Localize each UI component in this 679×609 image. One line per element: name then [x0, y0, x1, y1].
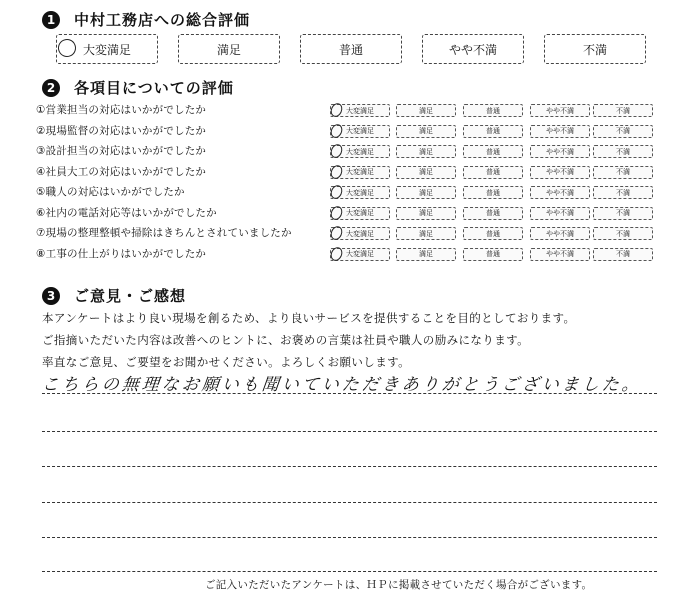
question-1-option-neutral[interactable]: 普通	[463, 104, 523, 117]
question-4-option-satisfied[interactable]: 満足	[396, 166, 456, 179]
intro-line-1: 本アンケートはより良い現場を創るため、より良いサービスを提供することを目的としております。	[42, 311, 576, 325]
question-4-option-somewhat-dissatisfied[interactable]: やや不満	[530, 166, 590, 179]
intro-line-3: 率直なご意見、ご要望をお聞かせください。よろしくお願いします。	[42, 355, 410, 369]
question-8-option-dissatisfied[interactable]: 不満	[593, 248, 653, 261]
handwritten-comment[interactable]: こちらの無理なお願いも聞いていただきありがとうございました。	[40, 375, 643, 395]
question-2-option-dissatisfied[interactable]: 不満	[593, 125, 653, 138]
question-label-7: ⑦現場の整理整頓や掃除はきちんとされていましたか	[36, 227, 292, 239]
question-7-option-neutral[interactable]: 普通	[463, 227, 523, 240]
question-label-8: ⑧工事の仕上がりはいかがでしたか	[36, 247, 207, 260]
section-title-overall: 中村工務店への総合評価	[74, 11, 251, 29]
question-1-option-satisfied[interactable]: 満足	[396, 104, 456, 117]
section-title-comments: ご意見・ご感想	[74, 287, 187, 305]
question-2-option-very-satisfied[interactable]: 大変満足	[330, 125, 390, 138]
footer-note: ご記入いただいたアンケートは、ＨＰに掲載させていただく場合がございます。	[205, 579, 593, 591]
question-2-option-somewhat-dissatisfied[interactable]: やや不満	[530, 125, 590, 138]
question-8-option-neutral[interactable]: 普通	[463, 248, 523, 261]
question-6-option-satisfied[interactable]: 満足	[396, 207, 456, 220]
overall-option-very-satisfied[interactable]: 大変満足	[56, 34, 158, 64]
question-label-3: ③設計担当の対応はいかがでしたか	[36, 145, 207, 157]
question-6-option-very-satisfied[interactable]: 大変満足	[330, 207, 390, 220]
section-title-items: 各項目についての評価	[74, 79, 234, 97]
question-2-option-neutral[interactable]: 普通	[463, 125, 523, 138]
question-1-option-very-satisfied[interactable]: 大変満足	[330, 104, 390, 117]
question-label-1: ①営業担当の対応はいかがでしたか	[36, 104, 207, 116]
question-2-option-satisfied[interactable]: 満足	[396, 125, 456, 138]
section-number-3: 3	[42, 287, 60, 305]
comment-line-4	[42, 502, 657, 503]
question-label-6: ⑥社内の電話対応等はいかがでしたか	[36, 206, 217, 219]
section-number-2: 2	[42, 79, 60, 97]
question-7-option-very-satisfied[interactable]: 大変満足	[330, 227, 390, 240]
overall-option-somewhat-dissatisfied[interactable]: やや不満	[422, 34, 524, 64]
question-3-option-neutral[interactable]: 普通	[463, 145, 523, 158]
overall-option-dissatisfied[interactable]: 不満	[544, 34, 646, 64]
question-3-option-satisfied[interactable]: 満足	[396, 145, 456, 158]
question-7-option-somewhat-dissatisfied[interactable]: やや不満	[530, 227, 590, 240]
question-5-option-neutral[interactable]: 普通	[463, 186, 523, 199]
comment-line-2	[42, 431, 657, 432]
question-6-option-dissatisfied[interactable]: 不満	[593, 207, 653, 220]
question-label-2: ②現場監督の対応はいかがでしたか	[36, 124, 207, 137]
section-items-header	[42, 77, 234, 98]
question-4-option-dissatisfied[interactable]: 不満	[593, 166, 653, 179]
question-1-option-somewhat-dissatisfied[interactable]: やや不満	[530, 104, 590, 117]
comment-line-3	[42, 466, 657, 467]
question-8-option-somewhat-dissatisfied[interactable]: やや不満	[530, 248, 590, 261]
question-6-option-somewhat-dissatisfied[interactable]: やや不満	[530, 207, 590, 220]
comment-line-6	[42, 571, 657, 572]
comment-line-5	[42, 537, 657, 538]
question-7-option-satisfied[interactable]: 満足	[396, 227, 456, 240]
question-1-option-dissatisfied[interactable]: 不満	[593, 104, 653, 117]
question-4-option-neutral[interactable]: 普通	[463, 166, 523, 179]
question-5-option-very-satisfied[interactable]: 大変満足	[330, 186, 390, 199]
question-5-option-dissatisfied[interactable]: 不満	[593, 186, 653, 199]
section-number-1: 1	[42, 11, 60, 29]
question-3-option-dissatisfied[interactable]: 不満	[593, 145, 653, 158]
overall-option-satisfied[interactable]: 満足	[178, 34, 280, 64]
question-3-option-somewhat-dissatisfied[interactable]: やや不満	[530, 145, 590, 158]
question-5-option-satisfied[interactable]: 満足	[396, 186, 456, 199]
question-6-option-neutral[interactable]: 普通	[463, 207, 523, 220]
question-4-option-very-satisfied[interactable]: 大変満足	[330, 166, 390, 179]
comment-line-1	[42, 393, 657, 394]
question-8-option-very-satisfied[interactable]: 大変満足	[330, 248, 390, 261]
question-label-5: ⑤職人の対応はいかがでしたか	[36, 186, 185, 198]
overall-option-neutral[interactable]: 普通	[300, 34, 402, 64]
question-3-option-very-satisfied[interactable]: 大変満足	[330, 145, 390, 158]
question-label-4: ④社員大工の対応はいかがでしたか	[36, 165, 207, 178]
intro-line-2: ご指摘いただいた内容は改善へのヒントに、お褒めの言葉は社員や職人の励みになります。	[42, 333, 529, 347]
question-5-option-somewhat-dissatisfied[interactable]: やや不満	[530, 186, 590, 199]
question-8-option-satisfied[interactable]: 満足	[396, 248, 456, 261]
section-comments-header	[42, 285, 186, 306]
question-7-option-dissatisfied[interactable]: 不満	[593, 227, 653, 240]
section-overall-header	[42, 9, 250, 30]
